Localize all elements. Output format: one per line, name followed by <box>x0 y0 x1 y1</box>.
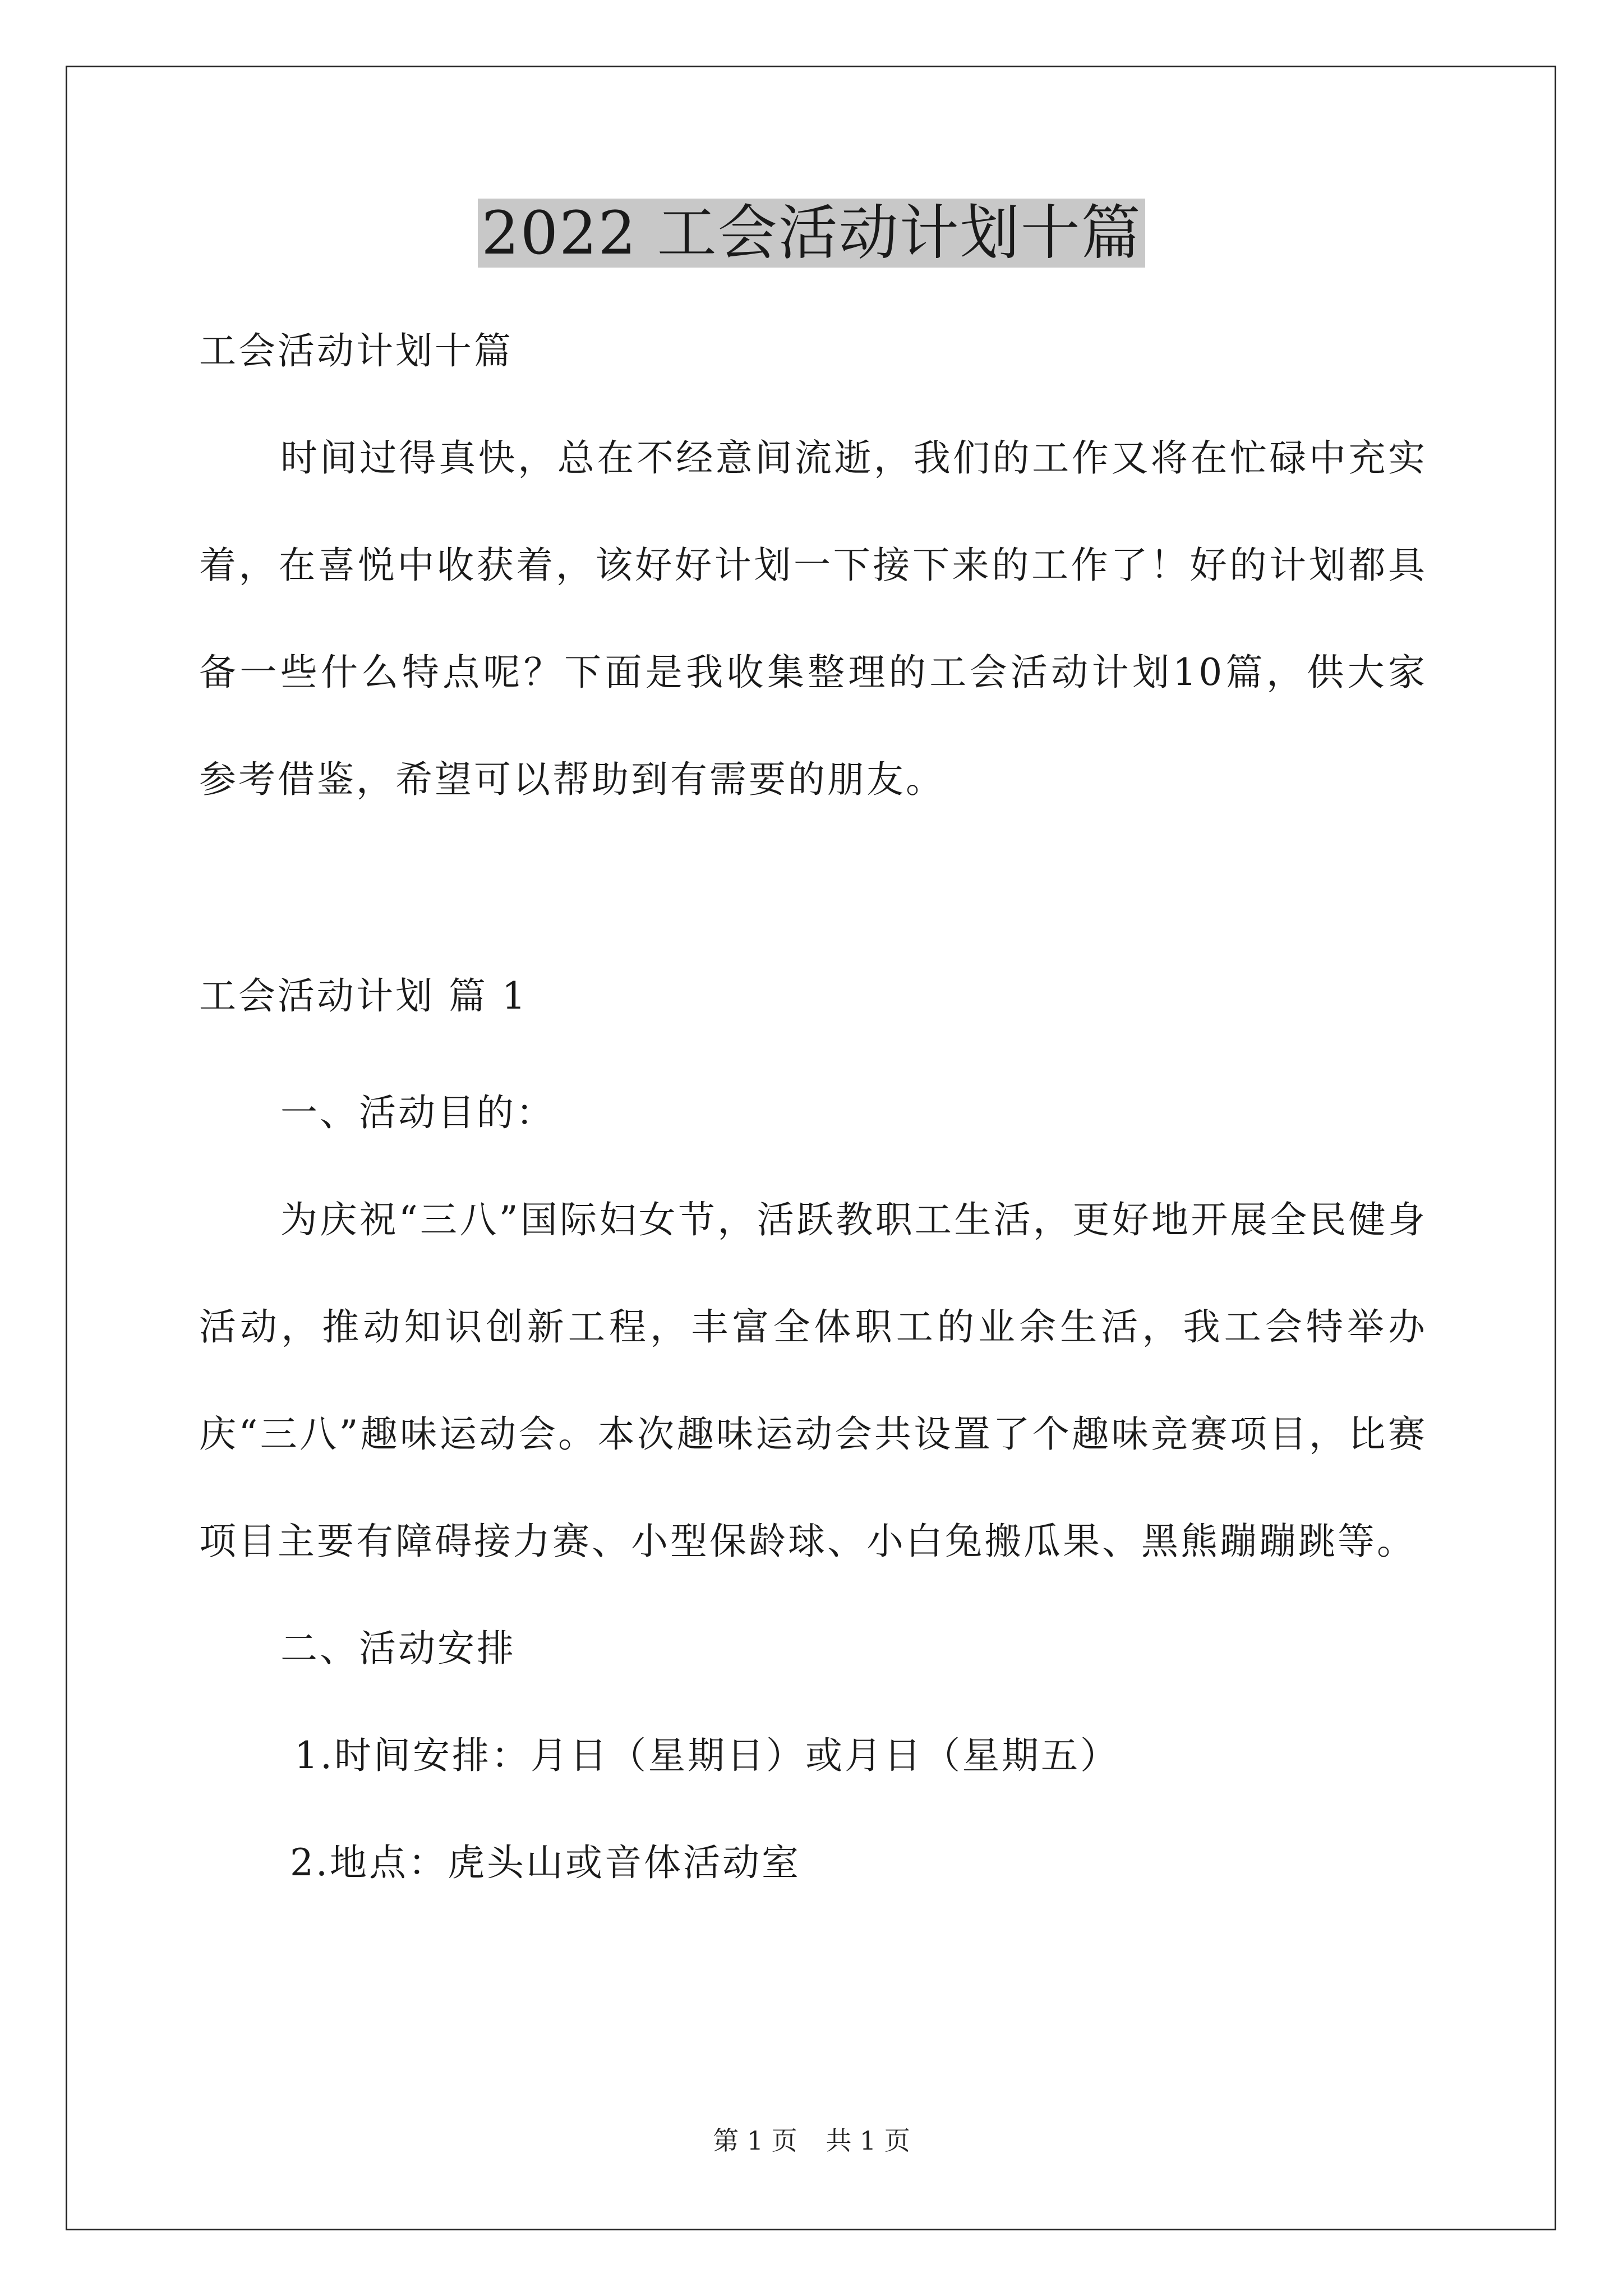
document-title-text: 2022 工会活动计划十篇 <box>478 199 1145 268</box>
page-footer <box>0 2120 1623 2157</box>
intro-paragraph: 时间过得真快，总在不经意间流逝，我们的工作又将在忙碌中充实着，在喜悦中收获着，该好好计划一下接下来的工作了！好的计划都具备一些什么特点呢？下面是我收集整理的工会活动计划10篇，供大家参考借鉴，希望可以帮助到有需要的朋友。 <box>199 436 1427 801</box>
arrangement-heading: 二、活动安排 <box>280 1627 516 1670</box>
page-number: 第 1 页 <box>713 2125 797 2156</box>
document-title <box>0 197 1623 269</box>
document-subtitle: 工会活动计划十篇 <box>199 329 513 372</box>
page-total: 共 1 页 <box>826 2125 910 2156</box>
document-body <box>199 314 1427 1916</box>
section-heading: 工会活动计划 篇 1 <box>199 974 528 1018</box>
purpose-heading: 一、活动目的： <box>280 1091 555 1134</box>
purpose-paragraph: 为庆祝“三八”国际妇女节，活跃教职工生活，更好地开展全民健身活动，推动知识创新工程，丰富全体职工的业余生活，我工会特举办庆“三八”趣味运动会。本次趣味运动会共设置了个趣味竞赛项目，比赛项目主要有障碍接力赛、小型保龄球、小白兔搬瓜果、黑熊蹦蹦跳等。 <box>199 1198 1427 1563</box>
location-item: 2.地点：虎头山或音体活动室 <box>290 1841 801 1884</box>
time-arrangement-item: 1.时间安排：月日（星期日）或月日（星期五） <box>294 1734 1119 1777</box>
